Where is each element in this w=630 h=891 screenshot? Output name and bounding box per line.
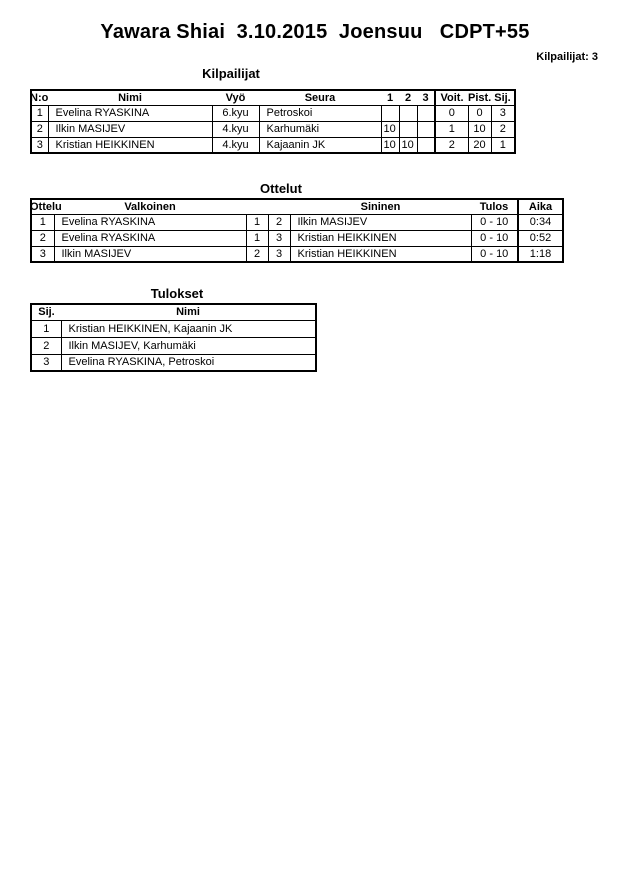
competitor-no-cell: 1 bbox=[31, 105, 48, 121]
round-1-score-cell: 10 bbox=[381, 137, 399, 153]
white-name-cell: Evelina RYASKINA bbox=[54, 214, 246, 230]
round-3-score-cell bbox=[417, 137, 435, 153]
results-table bbox=[30, 303, 317, 372]
wins-cell: 0 bbox=[435, 105, 468, 121]
competitor-name-cell: Kristian HEIKKINEN bbox=[48, 137, 212, 153]
competitor-row bbox=[31, 137, 515, 153]
result-cell: 0 - 10 bbox=[471, 246, 518, 262]
result-place-cell: 3 bbox=[31, 354, 61, 371]
competitor-no-cell: 2 bbox=[31, 121, 48, 137]
blue-name-cell: Kristian HEIKKINEN bbox=[290, 246, 471, 262]
result-row bbox=[31, 354, 316, 371]
matches-section-title: Ottelut bbox=[260, 181, 302, 196]
result-cell: 0 - 10 bbox=[471, 214, 518, 230]
result-place-cell: 2 bbox=[31, 337, 61, 354]
competitor-club-cell: Petroskoi bbox=[259, 105, 381, 121]
round-1-score-cell bbox=[381, 105, 399, 121]
blue-no-cell: 2 bbox=[268, 214, 290, 230]
header-match: Ottelu bbox=[30, 200, 62, 213]
competitor-club-cell: Karhumäki bbox=[259, 121, 381, 137]
results-section-title: Tulokset bbox=[150, 286, 204, 301]
blue-name-cell: Kristian HEIKKINEN bbox=[290, 230, 471, 246]
round-2-score-cell: 10 bbox=[399, 137, 417, 153]
points-cell: 10 bbox=[468, 121, 491, 137]
wins-cell: 2 bbox=[435, 137, 468, 153]
header-white: Valkoinen bbox=[124, 200, 176, 213]
time-cell: 0:52 bbox=[518, 230, 563, 246]
result-row bbox=[31, 320, 316, 337]
result-place-cell: 1 bbox=[31, 320, 61, 337]
competitors-header-row bbox=[31, 90, 515, 105]
matches-header-row bbox=[31, 199, 563, 214]
header-white-no bbox=[246, 199, 268, 214]
points-cell: 20 bbox=[468, 137, 491, 153]
header-points: Pist. bbox=[468, 91, 492, 104]
white-no-cell: 2 bbox=[246, 246, 268, 262]
header-round-3: 3 bbox=[422, 91, 429, 104]
match-row bbox=[31, 230, 563, 246]
header-name: Nimi bbox=[176, 306, 200, 319]
page-title: Yawara Shiai 3.10.2015 Joensuu CDPT+55 bbox=[100, 21, 530, 43]
competitor-name-cell: Ilkin MASIJEV bbox=[48, 121, 212, 137]
competitor-row bbox=[31, 121, 515, 137]
time-cell: 0:34 bbox=[518, 214, 563, 230]
header-round-1: 1 bbox=[386, 91, 394, 104]
round-3-score-cell bbox=[417, 105, 435, 121]
result-name-cell: Kristian HEIKKINEN, Kajaanin JK bbox=[61, 320, 316, 337]
match-row bbox=[31, 246, 563, 262]
blue-no-cell: 3 bbox=[268, 246, 290, 262]
header-blue: Sininen bbox=[360, 200, 401, 213]
competitor-no-cell: 3 bbox=[31, 137, 48, 153]
competitor-belt-cell: 4.kyu bbox=[212, 121, 259, 137]
competitors-table bbox=[30, 89, 516, 154]
round-3-score-cell bbox=[417, 121, 435, 137]
header-result: Tulos bbox=[479, 200, 509, 213]
match-no-cell: 3 bbox=[31, 246, 54, 262]
header-place: Sij. bbox=[494, 91, 511, 104]
time-cell: 1:18 bbox=[518, 246, 563, 262]
match-no-cell: 2 bbox=[31, 230, 54, 246]
competitor-belt-cell: 4.kyu bbox=[212, 137, 259, 153]
header-wins: Voit. bbox=[435, 90, 468, 105]
white-no-cell: 1 bbox=[246, 230, 268, 246]
points-cell: 0 bbox=[468, 105, 491, 121]
place-cell: 1 bbox=[491, 137, 515, 153]
match-no-cell: 1 bbox=[31, 214, 54, 230]
white-name-cell: Evelina RYASKINA bbox=[54, 230, 246, 246]
round-1-score-cell: 10 bbox=[381, 121, 399, 137]
white-name-cell: Ilkin MASIJEV bbox=[54, 246, 246, 262]
wins-cell: 1 bbox=[435, 121, 468, 137]
result-row bbox=[31, 337, 316, 354]
competitor-name-cell: Evelina RYASKINA bbox=[48, 105, 212, 121]
place-cell: 2 bbox=[491, 121, 515, 137]
competitor-row bbox=[31, 105, 515, 121]
matches-table bbox=[30, 198, 564, 263]
header-round-2: 2 bbox=[404, 91, 412, 104]
blue-name-cell: Ilkin MASIJEV bbox=[290, 214, 471, 230]
match-row bbox=[31, 214, 563, 230]
result-name-cell: Ilkin MASIJEV, Karhumäki bbox=[61, 337, 316, 354]
result-cell: 0 - 10 bbox=[471, 230, 518, 246]
header-blue-no bbox=[268, 199, 290, 214]
round-2-score-cell bbox=[399, 105, 417, 121]
header-name: Nimi bbox=[118, 91, 142, 104]
results-header-row bbox=[31, 304, 316, 320]
competitors-count-label: Kilpailijat: 3 bbox=[536, 51, 598, 63]
competitor-belt-cell: 6.kyu bbox=[212, 105, 259, 121]
header-no: N:o bbox=[30, 91, 49, 104]
round-2-score-cell bbox=[399, 121, 417, 137]
header-belt: Vyö bbox=[225, 91, 246, 104]
header-place: Sij. bbox=[38, 306, 55, 319]
competitors-section-title: Kilpailijat bbox=[202, 66, 260, 81]
white-no-cell: 1 bbox=[246, 214, 268, 230]
place-cell: 3 bbox=[491, 105, 515, 121]
header-time: Aika bbox=[518, 199, 563, 214]
competitor-club-cell: Kajaanin JK bbox=[259, 137, 381, 153]
header-club: Seura bbox=[304, 91, 336, 104]
result-name-cell: Evelina RYASKINA, Petroskoi bbox=[61, 354, 316, 371]
blue-no-cell: 3 bbox=[268, 230, 290, 246]
